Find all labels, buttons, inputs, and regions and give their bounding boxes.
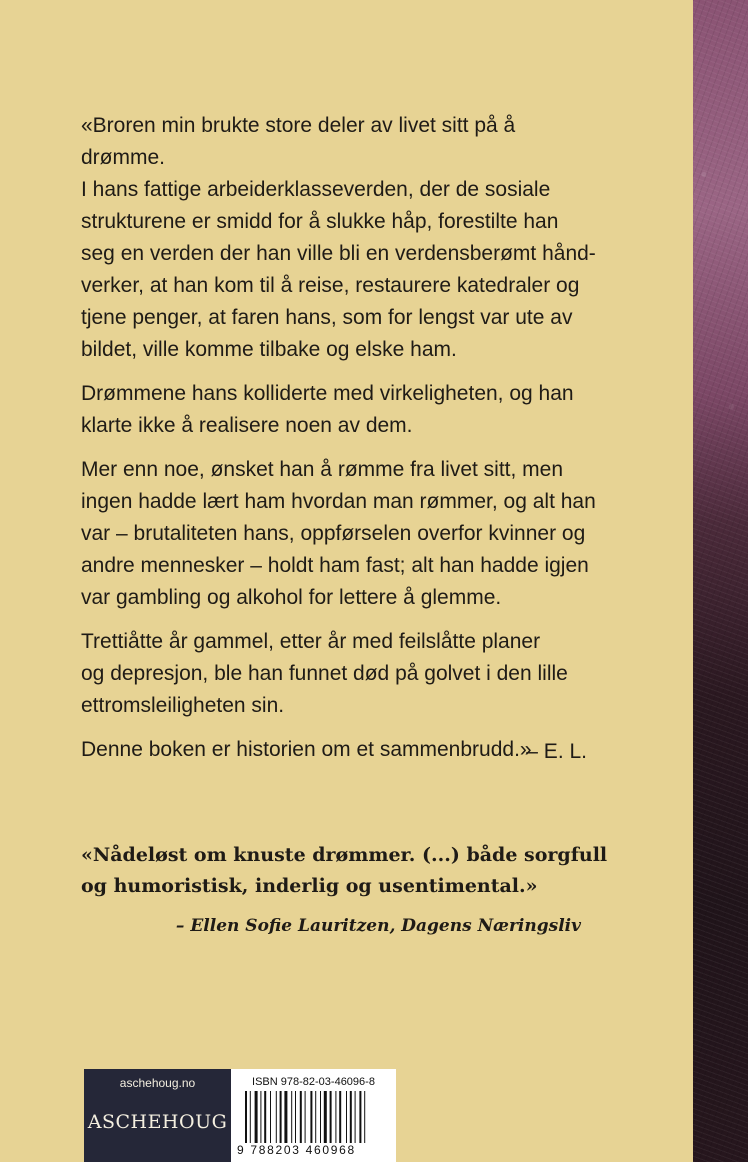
blurb-paragraph-5: Denne boken er historien om et sammenbrudd.» — [81, 738, 532, 761]
barcode-icon — [243, 1091, 389, 1143]
publisher-logo: ASCHEHOUG — [87, 1111, 228, 1133]
author-signature: – E. L. — [526, 740, 587, 763]
publisher-box — [84, 1069, 231, 1162]
back-cover-blurb — [81, 110, 601, 778]
barcode-digits: 9 788203 460968 — [237, 1143, 356, 1157]
review-attribution: – Ellen Sofie Lauritzen, Dagens Næringsliv — [175, 916, 581, 936]
spine-texture — [693, 0, 748, 1162]
blurb-paragraph-4: Trettiåtte år gammel, etter år med feilslåtte planer og depresjon, ble han funnet død på golvet i den lille ettromsleiligheten sin. — [81, 630, 568, 717]
review-quote: «Nådeløst om knuste drømmer. (...) både sorgfull og humoristisk, inderlig og usentimental.» — [81, 844, 608, 897]
barcode-box — [231, 1069, 396, 1162]
blurb-paragraph-3: Mer enn noe, ønsket han å rømme fra livet sitt, men ingen hadde lært ham hvordan man rømmer, og alt han var – brutaliteten hans, oppførselen overfor kvinner og andre mennesker – holdt ham fast; alt han hadde igjen var gambling og alkohol for lettere å glemme. — [81, 458, 596, 609]
publisher-url: aschehoug.no — [119, 1076, 196, 1090]
blurb-paragraph-1: «Broren min brukte store deler av livet sitt på å drømme. I hans fattige arbeiderklasseverden, der de sosiale strukturene er smidd for å slukke håp, forestilte han seg en verden der han ville bli en verdensberømt hånd- verker, at han kom til å reise, restaurere katedraler og tjene penger, at faren hans, som for lengst var ute av bildet, ville komme tilbake og elske ham. — [81, 114, 596, 361]
isbn-label: ISBN 978-82-03-46096-8 — [252, 1076, 375, 1088]
blurb-paragraph-2: Drømmene hans kolliderte med virkeligheten, og han klarte ikke å realisere noen av dem. — [81, 382, 574, 437]
